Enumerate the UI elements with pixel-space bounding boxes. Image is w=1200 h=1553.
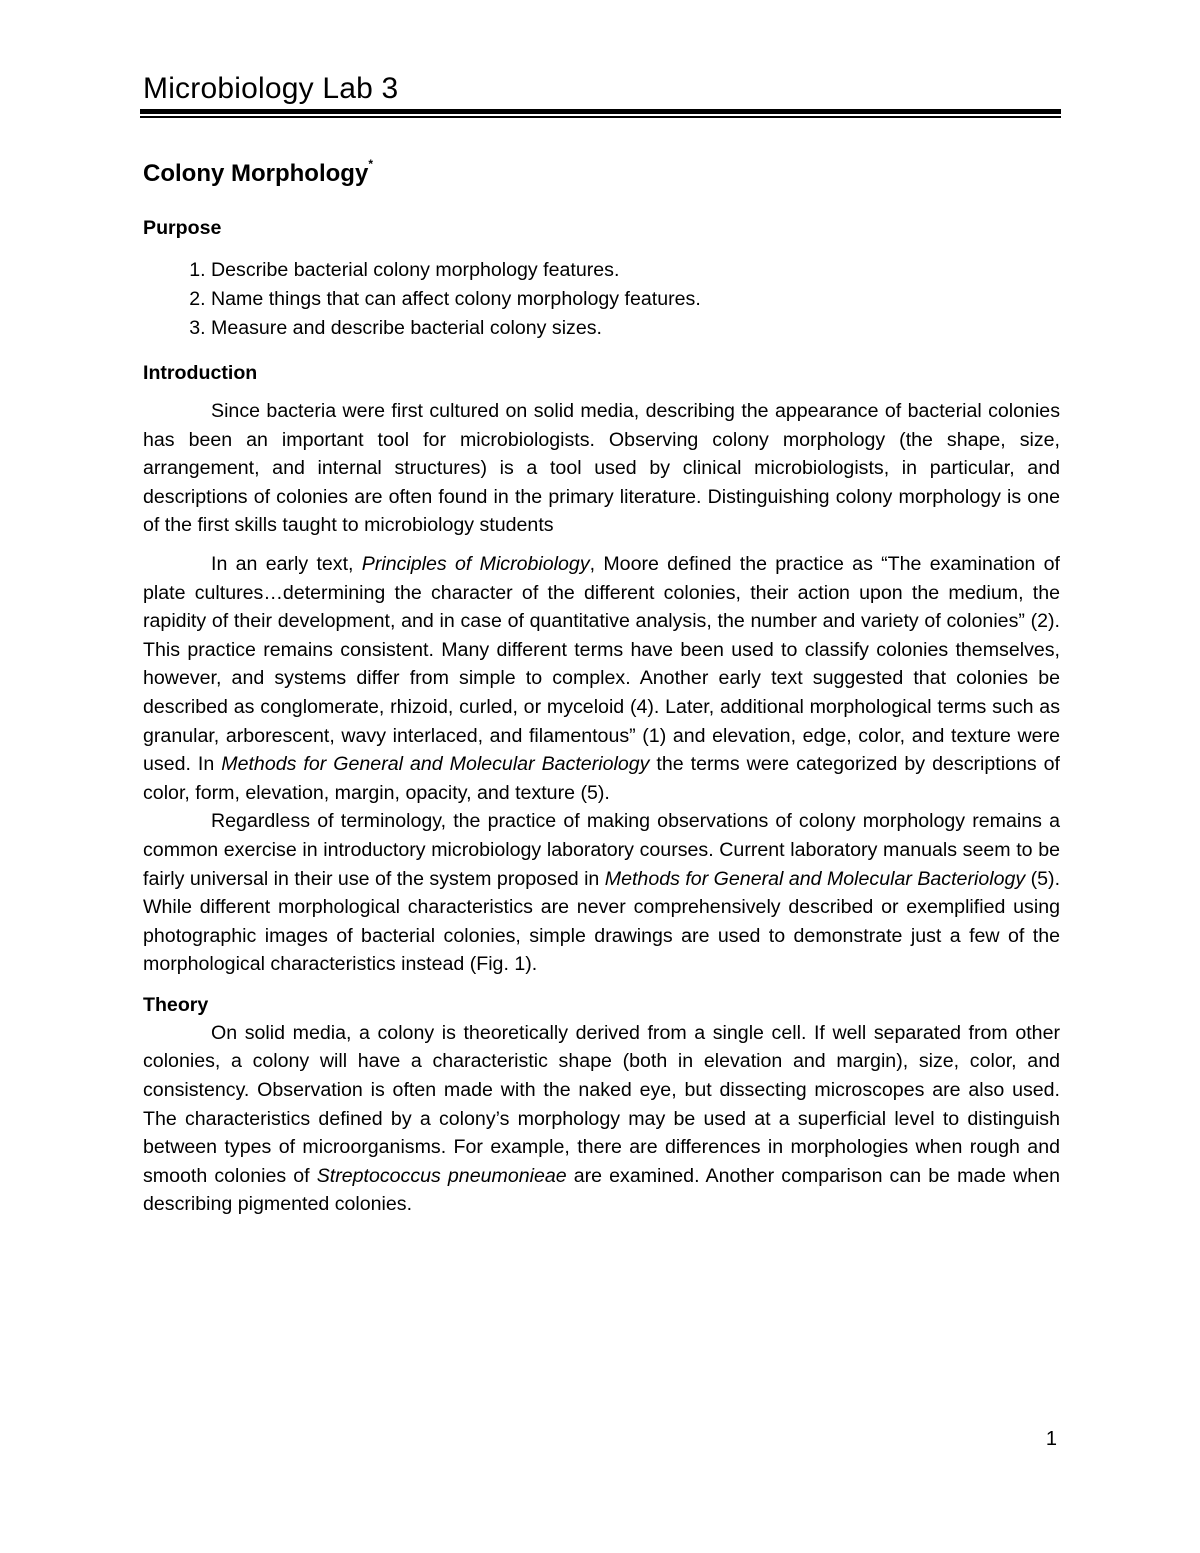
text-run: , Moore defined the practice as “The examination of plate cultures…determining the character of the different colonies, their action upon the medium, the rapidity of their development, and in case of quantitative analysis, the number and variety of colonies” (2). This practice remains consistent. Many different terms have been used to classify colonies themselves, however, and systems differ from simple to complex. Another early text suggested that colonies be described as conglomerate, rhizoid, curled, or myceloid (4). Later, additional morphological terms such as granular, arborescent, wavy interlaced, and filamentous” (1) and elevation, edge, color, and texture were used. In — [143, 552, 1060, 776]
purpose-heading: Purpose — [143, 217, 222, 239]
document-title-text: Colony Morphology — [143, 160, 369, 187]
theory-paragraph-1 — [143, 1019, 1060, 1219]
title-footnote-mark: * — [368, 157, 373, 171]
text-run: Regardless of terminology, the practice of making observations of colony morphology remains a common exercise in introductory microbiology laboratory courses. Current laboratory manuals seem to be fairly universal in their use of the system proposed in — [143, 810, 1060, 890]
header-rule-thin — [140, 116, 1061, 118]
text-run: are examined. Another comparison can be made when describing pigmented colonies. — [143, 1164, 1060, 1216]
theory-heading: Theory — [143, 993, 209, 1016]
species-name: Streptococcus pneumonieae — [316, 1164, 567, 1187]
introduction-paragraph-1: Since bacteria were first cultured on solid media, describing the appearance of bacterial colonies has been an important tool for microbiologists. Observing colony morphology (the shape, size, arrangement, and internal structures) is a tool used by clinical microbiologists, in particular, and descriptions of colonies are often found in the primary literature. Distinguishing colony morphology is one of the first skills taught to microbiology students — [143, 400, 1060, 537]
introduction-heading: Introduction — [143, 362, 258, 384]
introduction-paragraph-3 — [143, 807, 1060, 979]
page-number: 1 — [1045, 1428, 1057, 1450]
purpose-item: 3. Measure and describe bacterial colony sizes. — [211, 314, 1060, 343]
text-run: the terms were categorized by descriptions of color, form, elevation, margin, opacity, and texture (5). — [143, 753, 1060, 804]
text-run: On solid media, a colony is theoretically derived from a single cell. If well separated from other colonies, a colony will have a characteristic shape (both in elevation and margin), size, color, and consistency. Observation is often made with the naked eye, but dissecting microscopes are also used. The characteristics defined by a colony’s morphology may be used at a superficial level to distinguish between types of microorganisms. For example, there are differences in morphologies when rough and smooth colonies of — [143, 1021, 1060, 1187]
document-title — [143, 150, 1060, 192]
purpose-item: 1. Describe bacterial colony morphology features. — [211, 256, 1060, 285]
introduction-paragraph-2 — [143, 550, 1060, 807]
book-title: Methods for General and Molecular Bacteriology — [221, 753, 650, 776]
text-run: In an early text, — [211, 552, 362, 575]
text-run: (5). While different morphological characteristics are never comprehensively described or exemplified using photographic images of bacterial colonies, simple drawings are used to demonstrate just a few of the morphological characteristics instead (Fig. 1). — [143, 867, 1061, 976]
document-body — [143, 150, 1060, 1219]
book-title: Principles of Microbiology — [361, 552, 590, 575]
running-header: Microbiology Lab 3 — [143, 72, 399, 105]
book-title: Methods for General and Molecular Bacteriology — [604, 867, 1026, 890]
header-rule — [140, 109, 1061, 114]
purpose-item: 2. Name things that can affect colony morphology features. — [211, 285, 1060, 314]
purpose-list — [143, 256, 1060, 343]
